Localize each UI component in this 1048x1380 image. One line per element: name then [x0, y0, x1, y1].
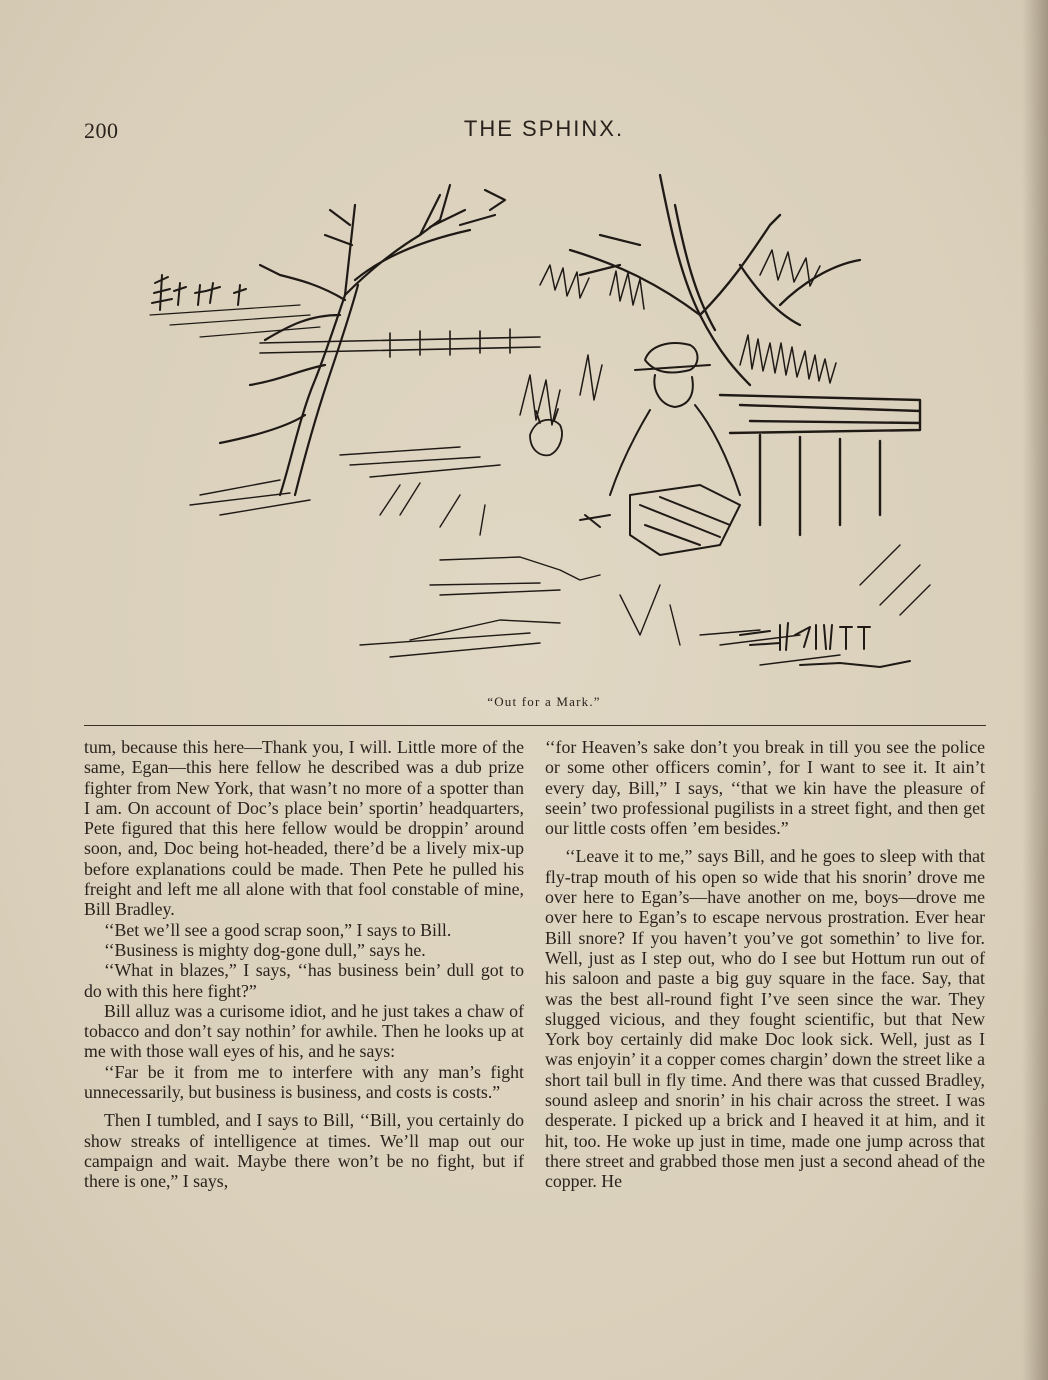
man-figure	[580, 343, 740, 555]
ground-strokes	[190, 447, 930, 665]
foliage	[520, 250, 836, 425]
log-rail	[720, 395, 920, 535]
paragraph: ‘‘Leave it to me,” says Bill, and he goes to sleep with that fly-trap mouth of his open so wide that his snorin’ drove me over here to Egan’s—have another on me, boys—drove me over here to Egan’s to escape nervous prostration. Ever hear Bill snore? If you haven’t you’ve got somethin’ to live for. Well, just as I step out, who do I see but Hottum run out of his saloon and paste a big guy square in the face. Say, that was the best all-round fight I’ve seen since the war. They slugged vicious, and they fought scientific, but that New York boy certainly did make Doc look sick. Well, just as I was enjoyin’ it a copper comes chargin’ down the street like a short tail bull in fly time. And there was that cussed Bradley, sound asleep and snorin’ in his chair across the street. I was desperate. I picked up a brick and I heaved it at him, and it hit, too. He woke up just in time, made one jump across that there street and grabbed those men just a second ahead of the copper. He	[545, 846, 985, 1192]
paragraph: ‘‘for Heaven’s sake don’t you break in till you see the police or some other officers comin’, for I want to see it. It ain’t every day, Bill,” I says, ‘‘that we kin have the pleasure of seein’ two professional pugilists in a street fight, and then get our little costs offen ’em besides.”	[545, 737, 985, 839]
paragraph: ‘‘Bet we’ll see a good scrap soon,” I says to Bill.	[104, 919, 452, 940]
paragraph: ‘‘Far be it from me to interfere with any man’s fight unnecessarily, but business is business, and costs is costs.”	[84, 1061, 524, 1103]
fence	[260, 329, 540, 357]
running-title: THE SPHINX.	[463, 116, 625, 141]
left-tree	[220, 185, 505, 495]
paragraph: ‘‘What in blazes,” I says, ‘‘has business bein’ dull got to do with this here fight?”	[84, 960, 524, 1001]
illustration-caption: “Out for a Mark.”	[487, 694, 601, 709]
section-rule	[84, 725, 986, 726]
paragraph: Bill alluz was a curisome idiot, and he just takes a chaw of tobacco and don’t say nothin’ for awhile. Then he looks up at me with those wall eyes of his, and he says:	[84, 1000, 524, 1062]
paragraph: Then I tumbled, and I says to Bill, ‘‘Bill, you certainly do show streaks of intelligence at times. We’ll map out our campaign and wait. Maybe there won’t be no fight, but if there is one,” I says,	[84, 1110, 524, 1192]
paragraph: ‘‘Business is mighty dog-gone dull,” says he.	[104, 939, 426, 960]
page-edge-shadow	[1022, 0, 1048, 1380]
right-text-column	[545, 737, 985, 1192]
page-number: 200	[84, 118, 119, 143]
left-text-column	[84, 737, 524, 1192]
paragraph: tum, because this here—Thank you, I will. Little more of the same, Egan—this here fellow he described was a dub prize fighter from New York, that wasn’t no more of a spotter than I am. On account of Doc’s place bein’ sportin’ headquarters, Pete figured that this here fellow would be droppin’ around soon, and, Doc being hot-headed, there’d be a lively mix-up before explanations could be made. Then Pete he pulled his freight and left me all alone with that fool constable of mine, Bill Bradley.	[84, 737, 524, 920]
pen-illustration	[140, 165, 940, 695]
artist-signature	[740, 623, 910, 667]
distant-trees	[150, 275, 320, 337]
